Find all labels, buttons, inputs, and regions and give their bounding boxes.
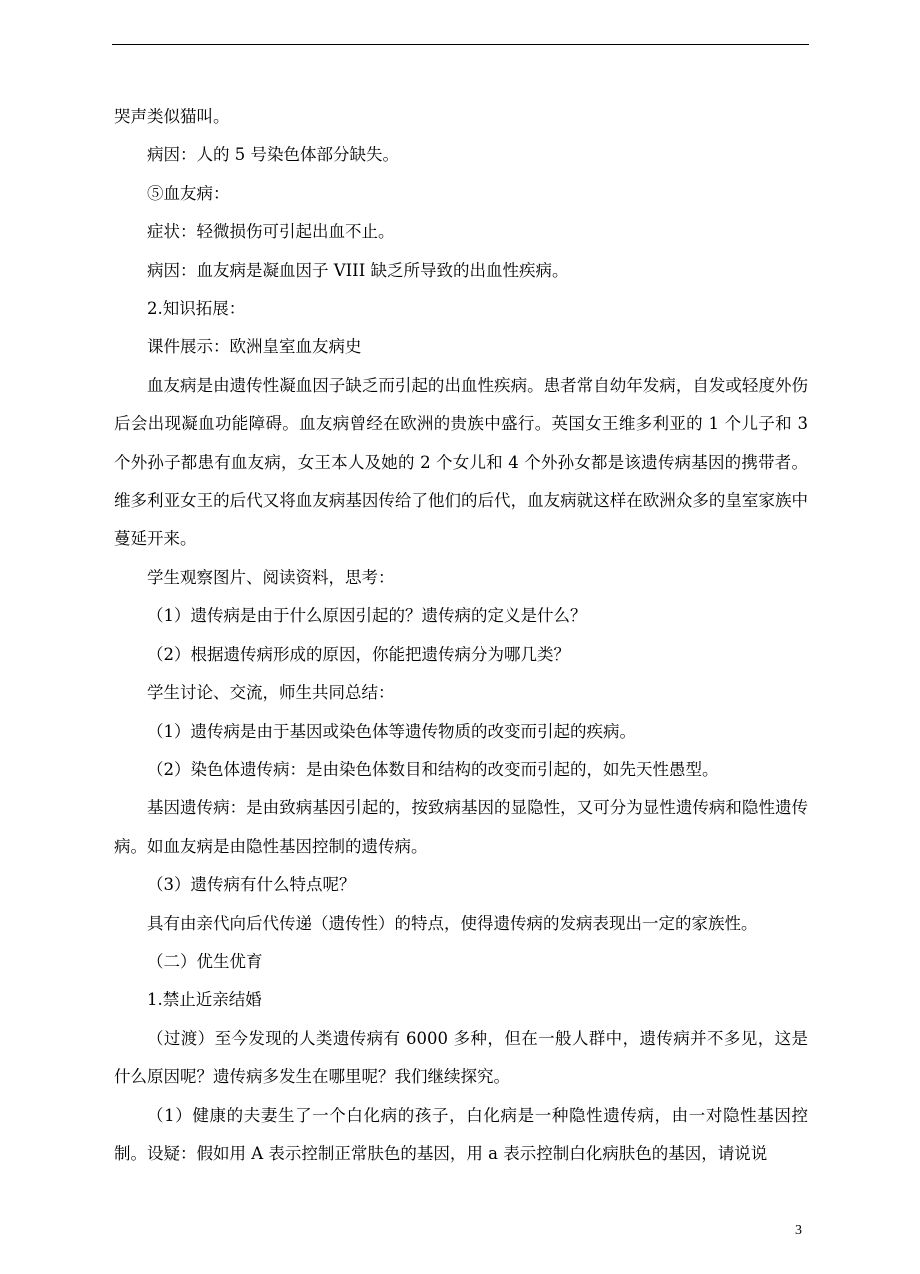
page-number: 3 xyxy=(795,1223,802,1238)
section-heading: 1.禁止近亲结婚 xyxy=(147,990,262,1010)
paragraph: （过渡）至今发现的人类遗传病有 6000 多种，但在一般人群中，遗传病并不多见，这是什么原因呢？遗传病多发生在哪里呢？我们继续探究。 xyxy=(114,1028,808,1087)
header-rule xyxy=(112,44,809,45)
paragraph: 病因：血友病是凝血因子 VIII 缺乏所导致的出血性疾病。 xyxy=(147,260,569,280)
paragraph: 学生讨论、交流，师生共同总结： xyxy=(147,683,395,703)
paragraph: 基因遗传病：是由致病基因引起的，按致病基因的显隐性，又可分为显性遗传病和隐性遗传病。如血友病是由隐性基因控制的遗传病。 xyxy=(114,798,808,856)
section-heading: 2.知识拓展： xyxy=(147,299,246,319)
section-heading: （二）优生优育 xyxy=(147,951,263,971)
paragraph: （1）健康的夫妻生了一个白化病的孩子，白化病是一种隐性遗传病，由一对隐性基因控制。设疑：假如用 A 表示控制正常肤色的基因，用 a 表示控制白化病肤色的基因，请说说 xyxy=(114,1105,808,1163)
paragraph: 课件展示：欧洲皇室血友病史 xyxy=(147,337,362,357)
answer-item: （2）染色体遗传病：是由染色体数目和结构的改变而引起的，如先天性愚型。 xyxy=(147,759,719,779)
paragraph: 学生观察图片、阅读资料，思考： xyxy=(147,567,395,587)
paragraph: 血友病是由遗传性凝血因子缺乏而引起的出血性疾病。患者常自幼年发病，自发或轻度外伤后会出现凝血功能障碍。血友病曾经在欧洲的贵族中盛行。英国女王维多利亚的 1 个儿子和 3 个外孙子都患有血友病，女王本人及她的 2 个女儿和 4 个外孙女都是该遗传病基因的携带者。维多利亚女王的后代又将血友病基因传给了他们的后代，血友病就这样在欧洲众多的皇室家族中蔓延开来。 xyxy=(114,375,808,549)
paragraph: ⑤血友病： xyxy=(147,183,230,203)
question-item: （3）遗传病有什么特点呢？ xyxy=(147,875,356,895)
answer-item: （1）遗传病是由于基因或染色体等遗传物质的改变而引起的疾病。 xyxy=(147,721,636,741)
question-item: （1）遗传病是由于什么原因引起的？遗传病的定义是什么？ xyxy=(147,606,587,626)
paragraph: 症状：轻微损伤可引起出血不止。 xyxy=(147,222,395,242)
paragraph: 病因：人的 5 号染色体部分缺失。 xyxy=(147,145,399,165)
question-item: （2）根据遗传病形成的原因，你能把遗传病分为哪几类？ xyxy=(147,644,570,664)
document-body xyxy=(114,98,808,1173)
paragraph: 哭声类似猫叫。 xyxy=(114,107,230,126)
paragraph: 具有由亲代向后代传递（遗传性）的特点，使得遗传病的发病表现出一定的家族性。 xyxy=(147,913,758,933)
